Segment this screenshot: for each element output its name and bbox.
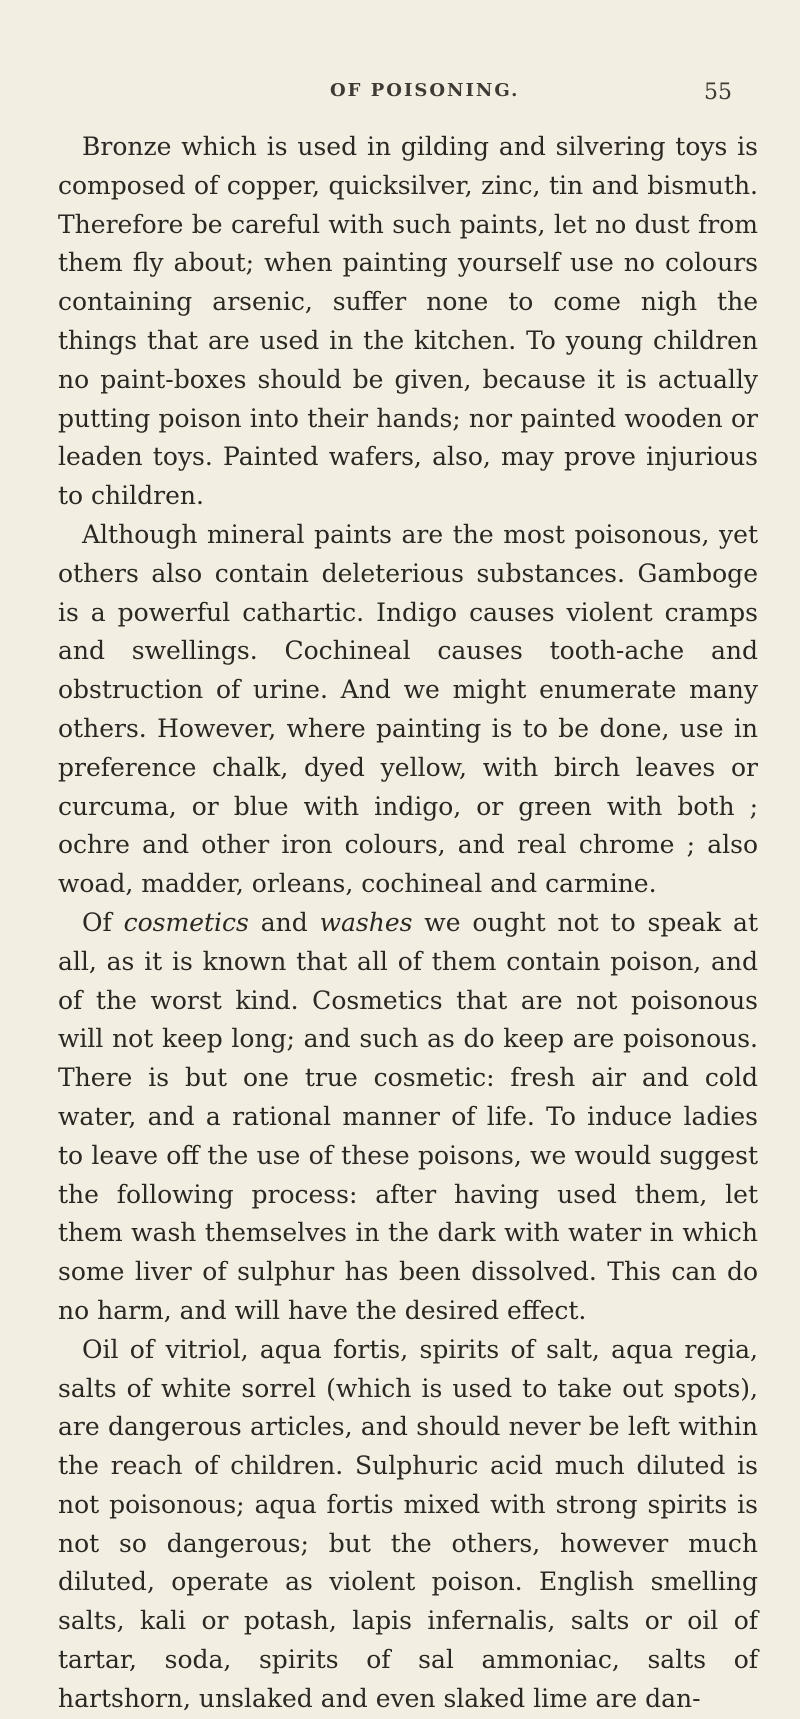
page-header [0, 80, 800, 110]
paragraph-1: Bronze which is used in gilding and silvering toys is composed of copper, quicksilver, zinc, tin and bismuth. Therefore be careful with such paints, let no dust from them fly about; when painting yourself use no colours containing arsenic, suffer none to come nigh the things that are used in the kitchen. To young children no paint-boxes should be given, because it is actually putting poison into their hands; nor painted wooden or leaden toys. Painted wafers, also, may prove injurious to children. [58, 132, 758, 511]
paragraph-3-rest: we ought not to speak at all, as it is known that all of them contain poison, and of the worst kind. Cosmetics that are not poisonous will not keep long; and such as do keep are poisonous. There is but one true cosmetic: fresh air and cold water, and a rational manner of life. To induce ladies to leave off the use of these poisons, we would suggest the following process: after having used them, let them wash themselves in the dark with water in which some liver of sulphur has been dissolved. This can do no harm, and will have the desired effect. [58, 907, 758, 1325]
paragraph-3-middle: and [248, 907, 320, 937]
paragraph-2: Although mineral paints are the most poisonous, yet others also contain deleterious substances. Gamboge is a powerful cathartic. Indigo causes violent cramps and swellings. Cochineal causes tooth-ache and obstruction of urine. And we might enumerate many others. However, where painting is to be done, use in preference chalk, dyed yellow, with birch leaves or curcuma, or blue with indigo, or green with both ; ochre and other iron colours, and real chrome ; also woad, madder, orleans, cochineal and carmine. [58, 519, 758, 899]
page-number: 55 [704, 80, 732, 105]
paragraph-3-prefix: Of [82, 907, 124, 937]
running-head: OF POISONING. [330, 80, 520, 101]
paragraph-3 [58, 904, 758, 1331]
body-text [58, 128, 758, 1719]
paragraph-4: Oil of vitriol, aqua fortis, spirits of salt, aqua regia, salts of white sorrel (which is used to take out spots), are dangerous articles, and should never be left within the reach of children. Sulphuric acid much diluted is not poisonous; aqua fortis mixed with strong spirits is not so dangerous; but the others, however much diluted, operate as violent poison. English smelling salts, kali or potash, lapis infernalis, salts or oil of tartar, soda, spirits of sal ammoniac, salts of hartshorn, unslaked and even slaked lime are dan- [58, 1334, 758, 1713]
italic-term-washes: washes [319, 907, 413, 937]
italic-term-cosmetics: cosmetics [123, 907, 249, 937]
